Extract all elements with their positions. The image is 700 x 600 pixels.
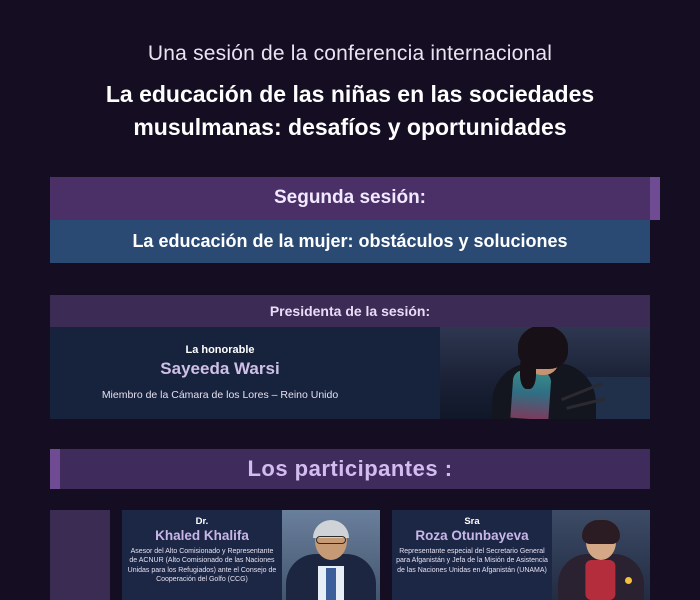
chair-header-label: Presidenta de la sesión: bbox=[50, 295, 650, 327]
participant-card bbox=[392, 510, 650, 600]
participant-photo bbox=[282, 510, 380, 600]
session-title: Segunda sesión: bbox=[50, 177, 650, 220]
participant-description: Asesor del Alto Comisionado y Representante de ACNUR (Alto Comisionado de las Naciones Unidas para los Refugiados) ante el Consejo de Cooperación del Golfo (CCG) bbox=[127, 548, 277, 584]
participant-figure-hair bbox=[582, 520, 620, 544]
poster-header bbox=[0, 0, 700, 145]
session-banner bbox=[50, 177, 650, 263]
session-subtitle: La educación de la mujer: obstáculos y soluciones bbox=[50, 220, 650, 263]
participant-name: Roza Otunbayeva bbox=[415, 528, 529, 543]
chair-name: Sayeeda Warsi bbox=[160, 359, 280, 379]
chair-photo bbox=[440, 327, 650, 419]
conference-kicker: Una sesión de la conferencia internacional bbox=[147, 42, 553, 65]
chair-body bbox=[50, 327, 650, 419]
chair-role: La honorable bbox=[185, 344, 255, 357]
participant-name: Khaled Khalifa bbox=[155, 528, 249, 543]
participants-row bbox=[50, 510, 650, 600]
participant-text bbox=[122, 510, 282, 600]
participant-figure-scarf bbox=[585, 560, 615, 600]
participant-card-placeholder bbox=[50, 510, 110, 600]
participants-title: Los participantes : bbox=[247, 455, 453, 481]
session-accent-bar bbox=[650, 177, 660, 220]
participant-description: Representante especial del Secretario General para Afganistán y Jefa de la Misión de Asistencia de las Naciones Unidas en Afganistán (UNAMA) bbox=[396, 548, 548, 574]
chair-figure-hair-side bbox=[520, 353, 536, 389]
participant-card bbox=[122, 510, 380, 600]
participants-accent-bar bbox=[50, 449, 60, 489]
participant-text bbox=[392, 510, 552, 600]
glasses-icon bbox=[316, 536, 346, 544]
participants-banner bbox=[50, 449, 650, 489]
participant-role: Sra bbox=[464, 516, 480, 527]
conference-title: La educación de las niñas en las sociedades musulmanas: desafíos y oportunidades bbox=[105, 81, 595, 141]
chair-text bbox=[50, 327, 390, 419]
chair-description: Miembro de la Cámara de los Lores – Reino Unido bbox=[101, 389, 339, 402]
participant-figure-tie bbox=[326, 568, 336, 600]
lapel-pin-icon bbox=[625, 577, 632, 584]
participant-role: Dr. bbox=[195, 516, 209, 527]
participant-photo bbox=[552, 510, 650, 600]
chair-block bbox=[50, 295, 650, 419]
